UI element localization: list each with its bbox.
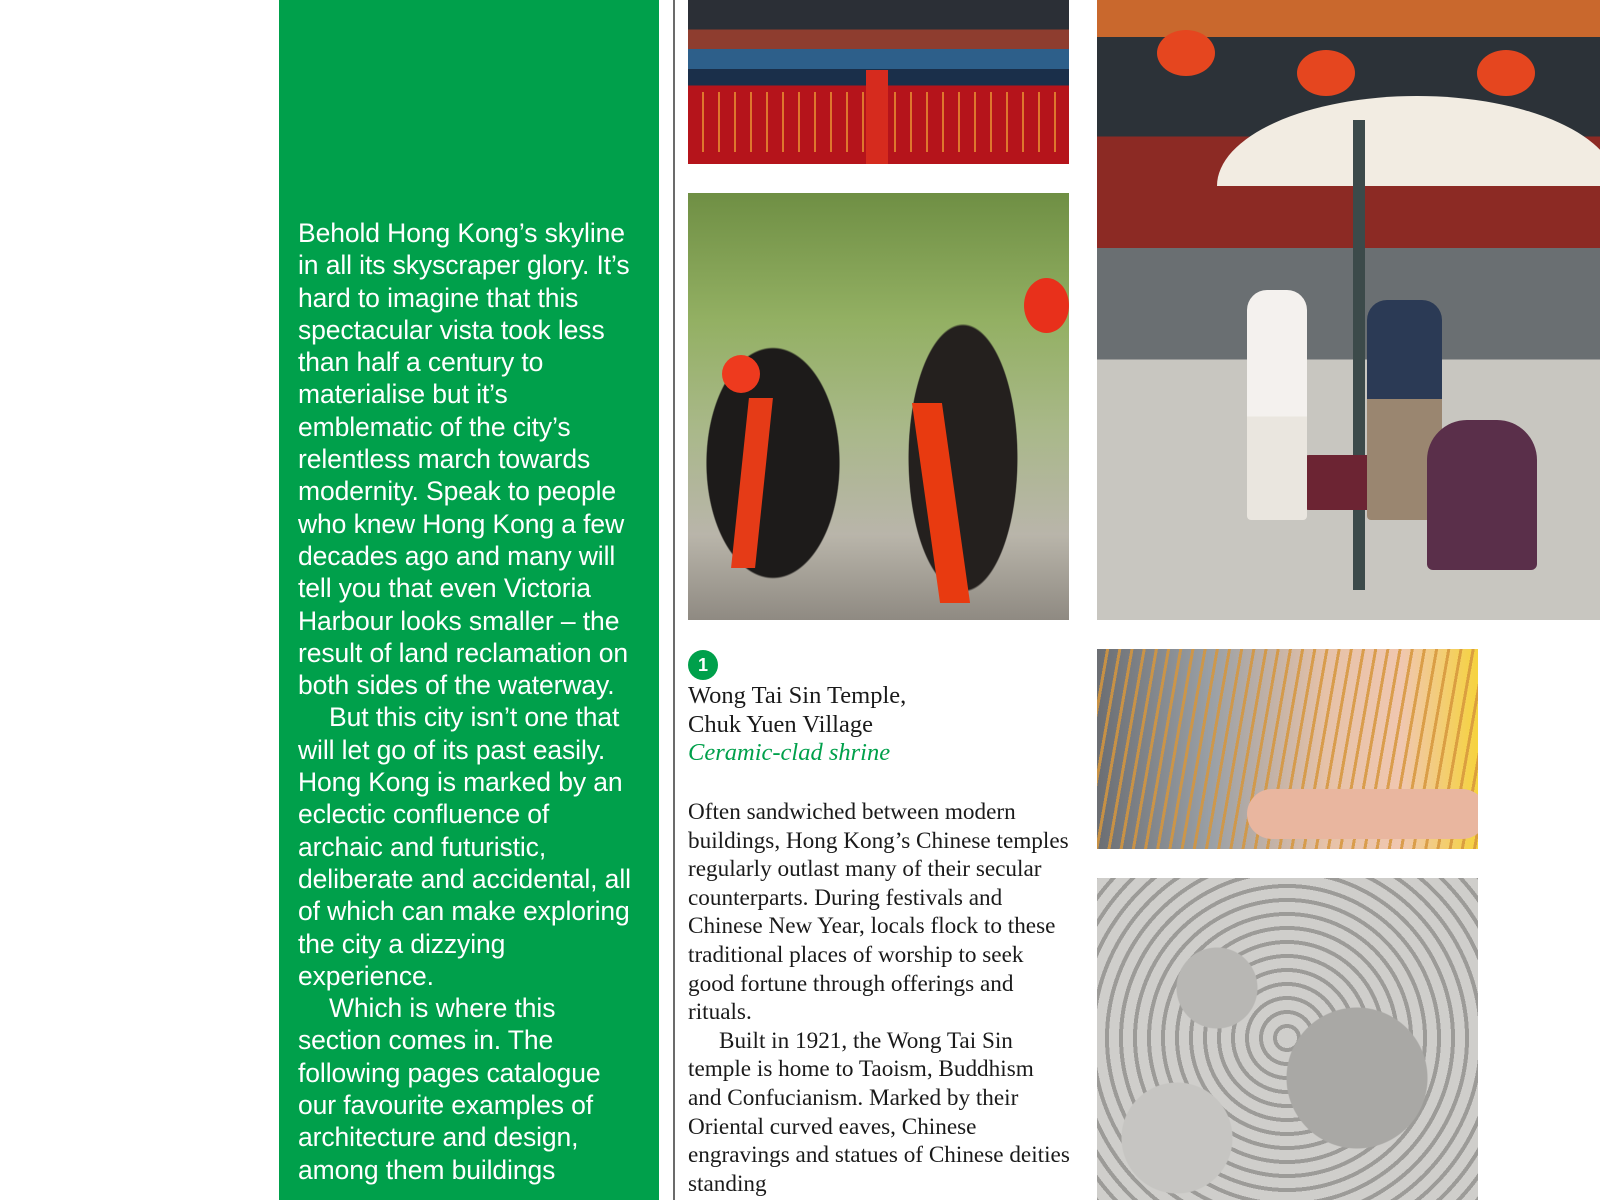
entry-number-badge: 1 (688, 650, 718, 680)
stone-carving-photo (1097, 878, 1478, 1200)
red-flower (722, 355, 760, 393)
lantern (1297, 50, 1355, 96)
umbrella-pole (1353, 120, 1365, 590)
hand (1247, 789, 1478, 839)
red-sash (731, 398, 773, 568)
incense-sticks-photo (1097, 649, 1478, 849)
temple-eaves-photo (688, 0, 1069, 164)
entry-subtitle: Ceramic-clad shrine (688, 739, 891, 766)
entry-title-line-1: Wong Tai Sin Temple, (688, 682, 907, 709)
umbrella (1217, 96, 1600, 186)
intro-column (279, 0, 659, 1200)
temple-courtyard-photo (1097, 0, 1600, 620)
worshipper (1247, 290, 1307, 520)
entry-caption (688, 682, 1073, 768)
intro-paragraph-3: Which is where this section comes in. The following pages catalogue our favourite examples of architecture and design, among them buildings (298, 993, 601, 1185)
entry-body (688, 798, 1073, 1198)
entry-title-line-2: Chuk Yuen Village (688, 710, 873, 738)
deity-statues-photo (688, 193, 1069, 620)
red-sash (912, 403, 970, 603)
lantern (1477, 50, 1535, 96)
column-divider (673, 0, 675, 1200)
red-flower (1024, 278, 1069, 333)
entry-paragraph-1: Often sandwiched between modern buildings, Hong Kong’s Chinese temples regularly outlast many of their secular counterparts. During festivals and Chinese New Year, locals flock to these traditional places of worship to seek good fortune through offerings and rituals. (688, 799, 1069, 1026)
intro-paragraph-1: Behold Hong Kong’s skyline in all its skyscraper glory. It’s hard to imagine that this spectacular vista took less than half a century to materialise but it’s emblematic of the city’s relentless march towards modernity. Speak to people who knew Hong Kong a few decades ago and many will tell you that even Victoria Harbour looks smaller – the result of land reclamation on both sides of the waterway. (298, 218, 630, 701)
red-pillar (866, 70, 888, 164)
lantern (1157, 30, 1215, 76)
worshipper (1427, 420, 1537, 570)
intro-paragraph-2: But this city isn’t one that will let go of its past easily. Hong Kong is marked by an eclectic confluence of archaic and futuristic, deliberate and accidental, all of which can make exploring the city a dizzying experience. (298, 702, 631, 991)
entry-paragraph-2: Built in 1921, the Wong Tai Sin temple is home to Taoism, Buddhism and Confucianism. Marked by their Oriental curved eaves, Chinese engravings and statues of Chinese deities standing (688, 1027, 1070, 1197)
